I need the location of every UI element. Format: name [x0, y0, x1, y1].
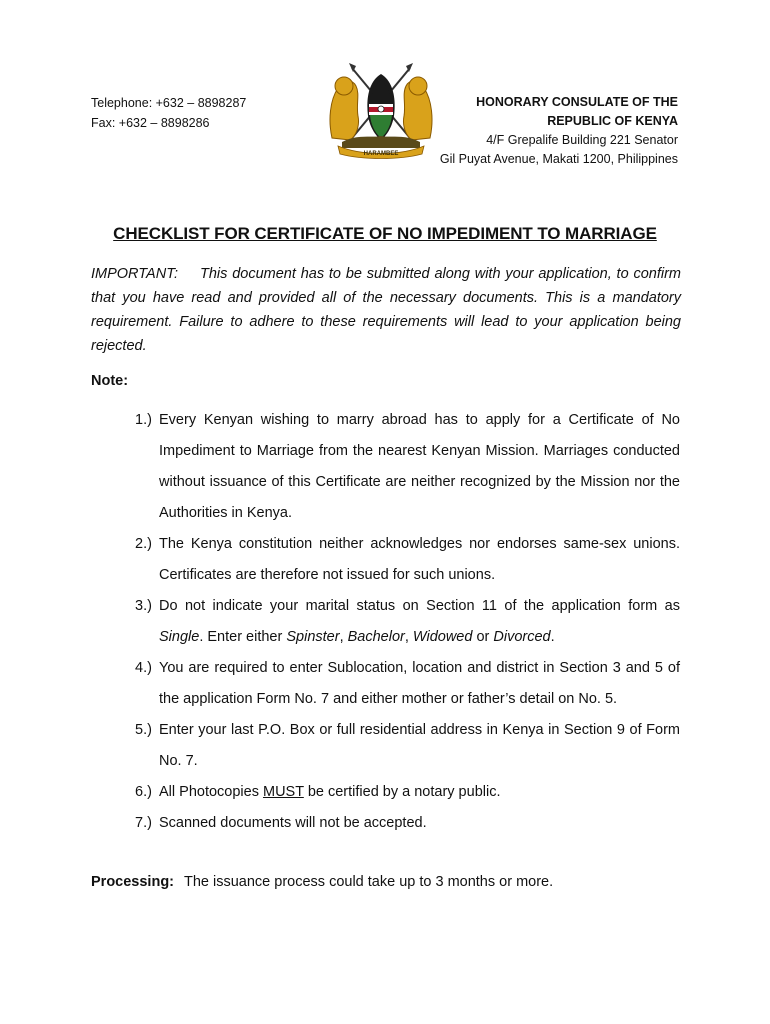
item-number: 1.) [135, 412, 152, 428]
list-item [135, 777, 680, 808]
item-number: 5.) [135, 722, 152, 738]
item-text: Enter your last P.O. Box or full residential address in Kenya in Section 9 of Form No. 7. [159, 722, 680, 769]
item-number: 6.) [135, 784, 152, 800]
list-item [135, 529, 680, 591]
consulate-name-line1: HONORARY CONSULATE OF THE [476, 95, 678, 109]
list-item [135, 653, 680, 715]
requirements-list [135, 405, 680, 839]
item-text: All Photocopies MUST be certified by a notary public. [159, 784, 501, 800]
important-paragraph [91, 262, 681, 358]
address-line1: 4/F Grepalife Building 221 Senator [486, 133, 678, 147]
status-single: Single [159, 629, 200, 645]
status-bachelor: Bachelor [347, 629, 405, 645]
telephone: Telephone: +632 – 8898287 [91, 96, 247, 110]
item-number: 2.) [135, 536, 152, 552]
processing-line [91, 874, 553, 890]
item-number: 3.) [135, 598, 152, 614]
important-text: This document has to be submitted along with your application, to confirm that you have read and provided all of the necessary documents. This is a mandatory requirement. Failure to adhere to these requirements will lead to your application being rejected. [91, 266, 681, 354]
list-item [135, 715, 680, 777]
list-item [135, 405, 680, 529]
item-text: You are required to enter Sublocation, location and district in Section 3 and 5 of the application Form No. 7 and either mother or father’s detail on No. 5. [159, 660, 680, 707]
emblem-motto: HARAMBEE [363, 151, 399, 157]
consulate-address [440, 93, 678, 169]
important-label: IMPORTANT: [91, 266, 178, 282]
document-title: CHECKLIST FOR CERTIFICATE OF NO IMPEDIMENT TO MARRIAGE [113, 224, 657, 243]
status-divorced: Divorced [493, 629, 551, 645]
must-emphasis: MUST [262, 784, 304, 800]
processing-text: The issuance process could take up to 3 months or more. [184, 874, 554, 890]
contact-block [91, 93, 246, 133]
consulate-name-line2: REPUBLIC OF KENYA [547, 114, 678, 128]
kenya-coat-of-arms-icon [322, 60, 440, 160]
item-text: Scanned documents will not be accepted. [159, 815, 427, 831]
fax: Fax: +632 – 8898286 [91, 116, 210, 130]
list-item [135, 591, 680, 653]
status-spinster: Spinster [286, 629, 340, 645]
item-number: 4.) [135, 660, 152, 676]
item-text: The Kenya constitution neither acknowledges nor endorses same-sex unions. Certificates are therefore not issued for such unions. [159, 536, 680, 583]
address-line2: Gil Puyat Avenue, Makati 1200, Philippines [439, 152, 678, 166]
item-text: Do not indicate your marital status on Section 11 of the application form as Single. Enter either Spinster, Bachelor, Widowed or Divorced. [159, 598, 680, 645]
list-item [135, 808, 680, 839]
processing-label: Processing: [91, 874, 174, 890]
status-widowed: Widowed [412, 629, 473, 645]
note-label: Note: [91, 373, 129, 389]
item-text: Every Kenyan wishing to marry abroad has to apply for a Certificate of No Impediment to Marriage from the nearest Kenyan Mission. Marriages conducted without issuance of this Certificate are neither recognized by the Mission nor the Authorities in Kenya. [159, 412, 680, 521]
item-number: 7.) [135, 815, 152, 831]
